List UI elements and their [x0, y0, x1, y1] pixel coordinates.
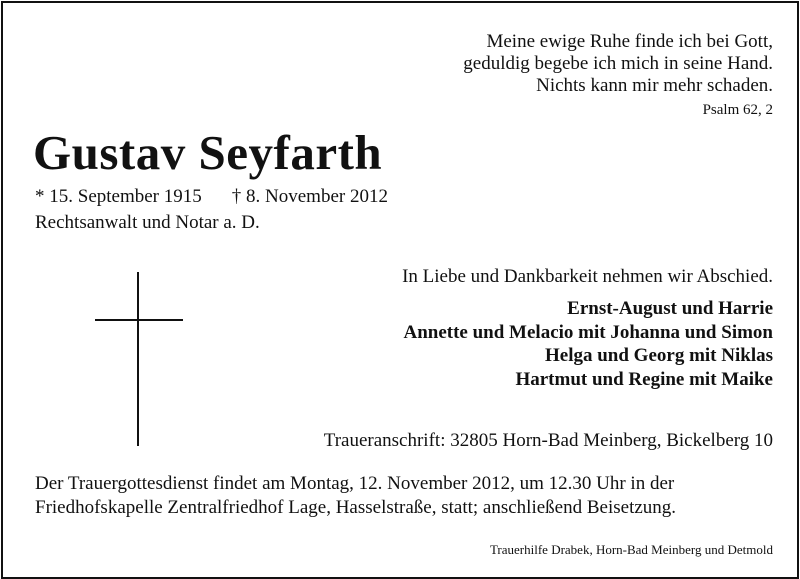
mourner-line: Annette und Melacio mit Johanna und Simon [403, 321, 773, 343]
deceased-name: Gustav Seyfarth [33, 125, 383, 180]
mourner-line: Ernst-August und Harrie [567, 298, 773, 319]
cross-vertical-bar [137, 272, 139, 446]
verse-line: geduldig begebe ich mich in seine Hand. [463, 53, 773, 74]
death-date: † 8. November 2012 [231, 186, 388, 207]
mourner-line: Hartmut und Regine mit Maike [515, 368, 773, 390]
service-line: Friedhofskapelle Zentralfriedhof Lage, Hasselstraße, statt; anschließend Beisetzung. [35, 497, 677, 518]
verse-line: Nichts kann mir mehr schaden. [536, 75, 773, 96]
verse-line: Meine ewige Ruhe finde ich bei Gott, [486, 31, 773, 52]
obituary-notice [1, 1, 799, 579]
birth-date: * 15. September 1915 [35, 186, 202, 207]
cross-horizontal-bar [95, 319, 183, 321]
service-line: Der Trauergottesdienst findet am Montag, 12. November 2012, um 12.30 Uhr in der [35, 473, 675, 494]
mourning-address: Traueranschrift: 32805 Horn-Bad Meinberg, Bickelberg 10 [323, 430, 773, 451]
life-dates [35, 185, 388, 209]
farewell-statement: In Liebe und Dankbarkeit nehmen wir Abschied. [402, 266, 773, 287]
mourners-list [403, 297, 773, 391]
undertaker-credit: Trauerhilfe Drabek, Horn-Bad Meinberg und Detmold [489, 542, 773, 557]
bible-verse [463, 31, 773, 97]
verse-reference: Psalm 62, 2 [702, 102, 773, 118]
mourner-line: Helga und Georg mit Niklas [544, 345, 773, 366]
funeral-service-info [35, 472, 781, 520]
profession: Rechtsanwalt und Notar a. D. [35, 212, 260, 233]
